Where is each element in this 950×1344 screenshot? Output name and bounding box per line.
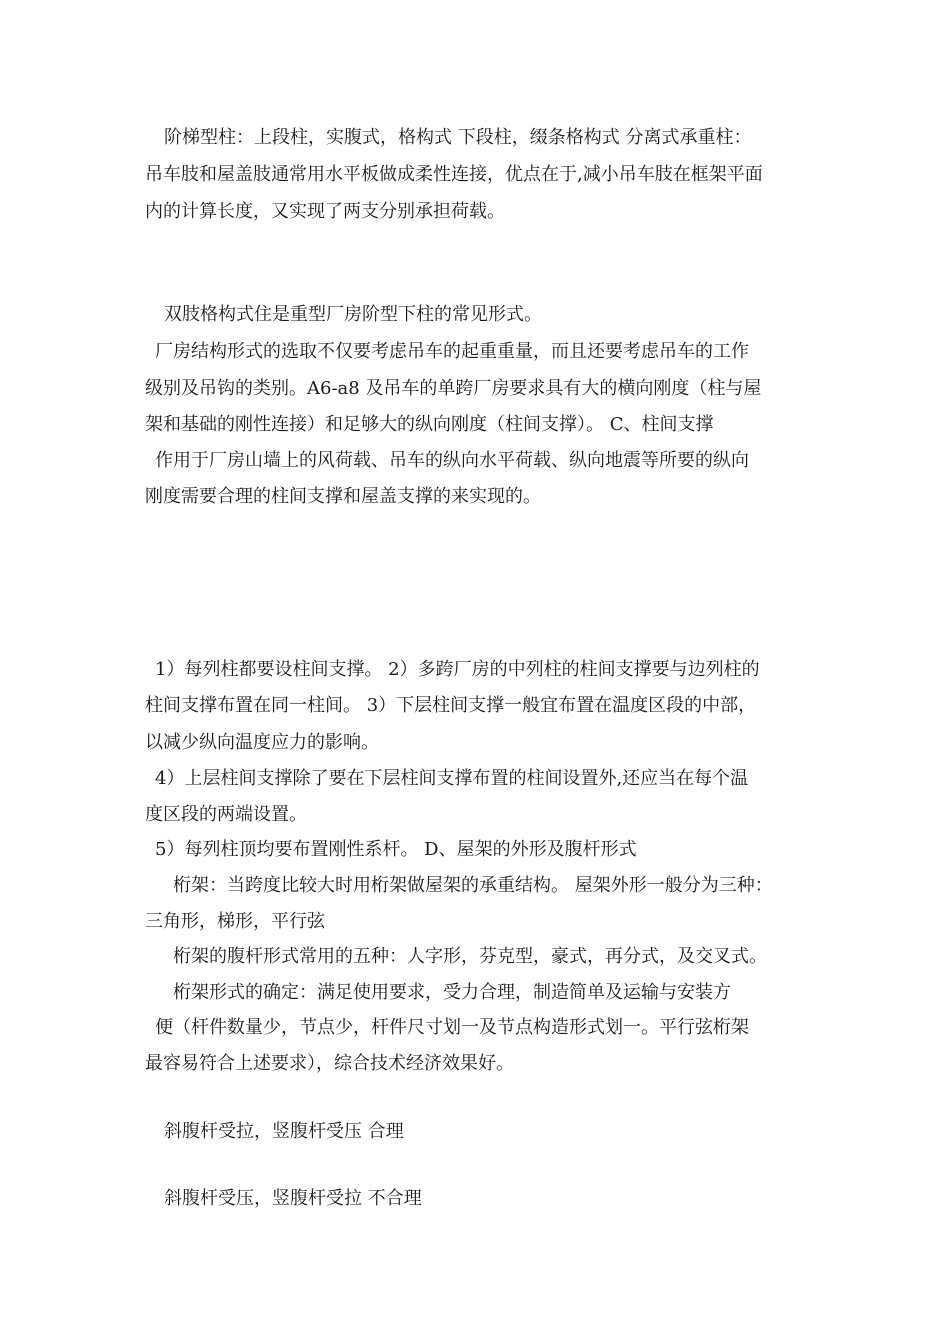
- text-line: 吊车肢和屋盖肢通常用水平板做成柔性连接，优点在于,减小吊车肢在框架平面: [145, 164, 763, 185]
- text-line: 三角形，梯形，平行弦: [145, 911, 325, 932]
- text-line: 柱间支撑布置在同一柱间。 3）下层柱间支撑一般宜布置在温度区段的中部，: [145, 695, 757, 716]
- text-line: 作用于厂房山墙上的风荷载、吊车的纵向水平荷载、纵向地震等所要的纵向: [155, 450, 749, 471]
- text-line: 最容易符合上述要求），综合技术经济效果好。: [145, 1053, 514, 1074]
- text-line: 桁架形式的确定：满足使用要求，受力合理，制造简单及运输与安装方: [173, 982, 731, 1003]
- text-line: 阶梯型柱：上段柱，实腹式，格构式 下段柱，缀条格构式 分离式承重柱：: [164, 127, 752, 148]
- text-line: 1）每列柱都要设柱间支撑。 2）多跨厂房的中列柱的柱间支撑要与边列柱的: [155, 659, 760, 680]
- text-line: 级别及吊钩的类别。A6-a8 及吊车的单跨厂房要求具有大的横向刚度（柱与屋: [145, 378, 762, 399]
- text-line: 内的计算长度，又实现了两支分别承担荷载。: [145, 201, 505, 222]
- text-line: 厂房结构形式的选取不仅要考虑吊车的起重重量，而且还要考虑吊车的工作: [155, 341, 749, 362]
- text-line: 便（杆件数量少，节点少，杆件尺寸划一及节点构造形式划一。平行弦桁架: [155, 1017, 749, 1038]
- text-line: 双肢格构式住是重型厂房阶型下柱的常见形式。: [164, 304, 542, 325]
- text-line: 架和基础的刚性连接）和足够大的纵向刚度（柱间支撑）。 C、柱间支撑: [145, 414, 714, 435]
- text-line: 斜腹杆受拉，竖腹杆受压 合理: [164, 1121, 404, 1142]
- text-line: 桁架：当跨度比较大时用桁架做屋架的承重结构。 屋架外形一般分为三种：: [173, 875, 773, 896]
- text-line: 桁架的腹杆形式常用的五种：人字形，芬克型，豪式，再分式，及交叉式。: [173, 946, 767, 967]
- text-line: 5）每列柱顶均要布置刚性系杆。 D、屋架的外形及腹杆形式: [155, 839, 637, 860]
- text-line: 刚度需要合理的柱间支撑和屋盖支撑的来实现的。: [145, 486, 541, 507]
- text-line: 以减少纵向温度应力的影响。: [145, 732, 379, 753]
- text-line: 4）上层柱间支撑除了要在下层柱间支撑布置的柱间设置外,还应当在每个温: [155, 768, 749, 789]
- text-line: 度区段的两端设置。: [145, 804, 307, 825]
- text-line: 斜腹杆受压，竖腹杆受拉 不合理: [164, 1188, 422, 1209]
